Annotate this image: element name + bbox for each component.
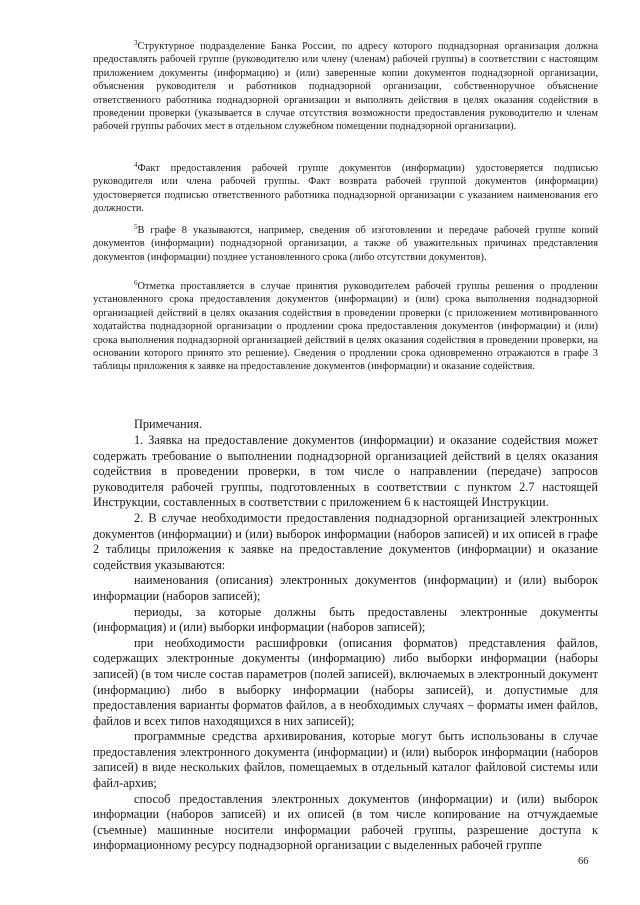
footnote-4 bbox=[93, 162, 598, 216]
notes-body bbox=[93, 433, 598, 854]
note-list-item: программные средства архивирования, которые могут быть использованы в случае предоставления электронного документа (информации) и (или) выборок информации (наборов записей) в виде нескольких файлов, помещаемых в отдельный каталог файловой системы или файл-архив; bbox=[93, 729, 598, 791]
notes-heading: Примечания. bbox=[134, 417, 203, 431]
footnote-5-marker: 5 bbox=[134, 223, 138, 231]
footnote-3 bbox=[93, 40, 598, 134]
note-paragraph-1: 1. Заявка на предоставление документов (информации) и оказание содействия может содержать требование о выполнении поднадзорной организацией действий в целях оказания содействия в проведении проверки, в том числе о направлении (передаче) запросов руководителя рабочей группы, подготовленных в соответствии с пунктом 2.7 настоящей Инструкции, составленных в соответствии с приложением 6 к настоящей Инструкции. bbox=[93, 433, 598, 510]
footnote-6-marker: 6 bbox=[134, 279, 138, 287]
note-paragraph-2: 2. В случае необходимости предоставления поднадзорной организацией электронных документов (информации) и (или) выборок информации (наборов записей) и их описей в графе 2 таблицы приложения к заявке на предоставление документов (информации) и оказание содействия указываются: bbox=[93, 510, 598, 572]
note-list-item: наименования (описания) электронных документов (информации) и (или) выборок информации (наборов записей); bbox=[93, 573, 598, 603]
footnote-6-text: Отметка проставляется в случае принятия руководителем рабочей группы решения о продлении установленного срока предоставления документов (информации) и (или) срока выполнения поднадзорной организацией действий в целях оказания содействия в проведении проверки (с приложением мотивированного ходатайства поднадзорной организации о продлении срока предоставления документов (информации) и (или) срока выполнения поднадзорной организацией действий в целях оказания содействия в проведении проверки, на основании которого принято это решение). Сведения о продлении срока одновременно отражаются в графе 3 таблицы приложения к заявке на предоставление документов (информации) и оказание содействия. bbox=[93, 281, 598, 373]
footnote-6 bbox=[93, 280, 598, 374]
footnote-4-marker: 4 bbox=[134, 161, 138, 169]
note-list-item: периоды, за которые должны быть предоставлены электронные документы (информация) и (или) выборки информации (наборов записей); bbox=[93, 604, 598, 635]
footnote-5 bbox=[93, 224, 598, 264]
footnote-5-text: В графе 8 указываются, например, сведения об изготовлении и передаче рабочей группе копий документов (информации) поднадзорной организации, а также об уважительных причинах представления документов (информации) позднее установленного срока (либо отсутствии документов). bbox=[93, 225, 598, 263]
footnote-3-marker: 3 bbox=[134, 39, 138, 47]
page-number: 66 bbox=[578, 856, 589, 867]
footnote-4-text: Факт предоставления рабочей группе документов (информации) удостоверяется подписью руководителя или члена рабочей группы. Факт возврата рабочей группой документов (информации) удостоверяется подписью ответственного работника поднадзорной организации с указанием наименования его должности. bbox=[93, 163, 598, 215]
footnote-3-text: Структурное подразделение Банка России, по адресу которого поднадзорная организация должна предоставлять рабочей группе (руководителю или члену (членам) рабочей группы) в соответствии с настоящим приложением документы (информацию) и (или) заверенные копии документов поднадзорной организации, объяснения руководителя и работников поднадзорной организации, собственноручное объяснение ответственного работника поднадзорной организации и выполнять действия в целях оказания содействия в проведении проверки (указывается в случае отсутствия возможности предоставления руководителю и членам рабочей группы рабочих мест в отдельном служебном помещении поднадзорной организации). bbox=[93, 41, 598, 133]
note-list-item: способ предоставления электронных документов (информации) и (или) выборок информации (наборов записей) и их описей (в том числе копирование на отчуждаемые (съемные) машинные носители информации рабочей группы, разрешение доступа к информационному ресурсу поднадзорной организации с выделенных рабочей группе bbox=[93, 791, 598, 853]
note-list-item: при необходимости расшифровки (описания форматов) представления файлов, содержащих электронные документы (информацию) либо выборки информации (наборы записей) (в том числе состав параметров (полей записей), включаемых в электронный документ (информацию) либо в выборку информации (наборы записей), и допустимые для предоставления варианты форматов файлов, а в необходимых случаях – форматы имен файлов, файлов и всех типов находящихся в них записей); bbox=[93, 635, 598, 728]
